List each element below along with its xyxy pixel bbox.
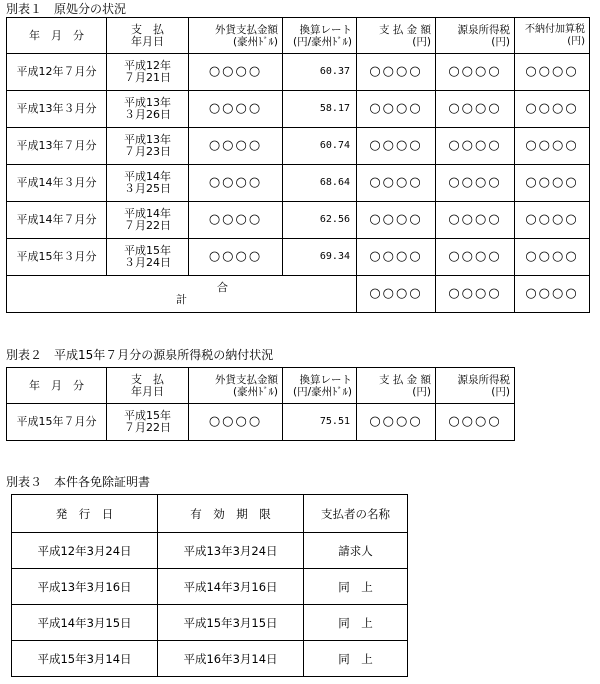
exemption-certificate-table bbox=[11, 494, 408, 677]
table-row bbox=[7, 91, 590, 128]
cell-foreign-amount: ○○○○ bbox=[189, 54, 283, 91]
cell-withholding-tax: ○○○○ bbox=[436, 128, 515, 165]
cell-period: 平成13年３月分 bbox=[7, 91, 107, 128]
cell-payment-date: 平成14年 ３月25日 bbox=[107, 165, 189, 202]
header-payment-amount: 支 払 金 額 (円) bbox=[357, 368, 436, 404]
cell-payment-amount: ○○○○ bbox=[357, 128, 436, 165]
cell-period: 平成15年３月分 bbox=[7, 239, 107, 276]
header-period: 年 月 分 bbox=[7, 18, 107, 54]
cell-payer-name: 同 上 bbox=[304, 641, 408, 677]
cell-withholding-tax: ○○○○ bbox=[436, 165, 515, 202]
header-payment-date: 支 払 年月日 bbox=[107, 18, 189, 54]
table-row bbox=[7, 165, 590, 202]
cell-withholding-tax: ○○○○ bbox=[436, 239, 515, 276]
cell-payment-amount: ○○○○ bbox=[357, 404, 436, 441]
cell-exchange-rate: 75.51 bbox=[283, 404, 357, 441]
cell-exchange-rate: 69.34 bbox=[283, 239, 357, 276]
cell-period: 平成14年３月分 bbox=[7, 165, 107, 202]
cell-issue-date: 平成12年3月24日 bbox=[12, 533, 158, 569]
cell-payment-amount: ○○○○ bbox=[357, 202, 436, 239]
cell-exchange-rate: 60.74 bbox=[283, 128, 357, 165]
cell-payment-date: 平成15年 ３月24日 bbox=[107, 239, 189, 276]
header-withholding-tax: 源泉所得税 (円) bbox=[436, 368, 515, 404]
header-foreign-amount: 外貨支払金額 (豪州ﾄﾞﾙ) bbox=[189, 18, 283, 54]
cell-payer-name: 請求人 bbox=[304, 533, 408, 569]
cell-payment-amount: ○○○○ bbox=[357, 239, 436, 276]
cell-payment-date: 平成14年 ７月22日 bbox=[107, 202, 189, 239]
total-penalty: ○○○○ bbox=[515, 276, 590, 313]
header-foreign-amount: 外貨支払金額 (豪州ﾄﾞﾙ) bbox=[189, 368, 283, 404]
cell-foreign-amount: ○○○○ bbox=[189, 128, 283, 165]
cell-validity: 平成13年3月24日 bbox=[158, 533, 304, 569]
total-label: 合計 bbox=[7, 276, 357, 313]
cell-foreign-amount: ○○○○ bbox=[189, 91, 283, 128]
cell-validity: 平成15年3月15日 bbox=[158, 605, 304, 641]
cell-penalty-tax: ○○○○ bbox=[515, 239, 590, 276]
total-amount: ○○○○ bbox=[357, 276, 436, 313]
cell-payment-amount: ○○○○ bbox=[357, 165, 436, 202]
header-issue-date: 発 行 日 bbox=[12, 495, 158, 533]
table-row bbox=[12, 641, 408, 677]
cell-penalty-tax: ○○○○ bbox=[515, 54, 590, 91]
cell-exchange-rate: 58.17 bbox=[283, 91, 357, 128]
cell-foreign-amount: ○○○○ bbox=[189, 165, 283, 202]
cell-exchange-rate: 62.56 bbox=[283, 202, 357, 239]
table-header-row bbox=[7, 18, 590, 54]
header-validity: 有 効 期 限 bbox=[158, 495, 304, 533]
table-row bbox=[7, 404, 515, 441]
header-payment-amount: 支 払 金 額 (円) bbox=[357, 18, 436, 54]
header-withholding-tax: 源泉所得税 (円) bbox=[436, 18, 515, 54]
table-row bbox=[7, 202, 590, 239]
cell-validity: 平成16年3月14日 bbox=[158, 641, 304, 677]
cell-withholding-tax: ○○○○ bbox=[436, 202, 515, 239]
cell-payer-name: 同 上 bbox=[304, 569, 408, 605]
cell-issue-date: 平成13年3月16日 bbox=[12, 569, 158, 605]
table-row bbox=[7, 54, 590, 91]
cell-payment-amount: ○○○○ bbox=[357, 91, 436, 128]
cell-payment-date: 平成15年 ７月22日 bbox=[107, 404, 189, 441]
cell-payment-date: 平成13年 ７月23日 bbox=[107, 128, 189, 165]
table-header-row bbox=[7, 368, 515, 404]
original-disposition-table bbox=[6, 17, 590, 313]
cell-penalty-tax: ○○○○ bbox=[515, 128, 590, 165]
cell-issue-date: 平成15年3月14日 bbox=[12, 641, 158, 677]
payment-status-table bbox=[6, 367, 515, 441]
cell-period: 平成12年７月分 bbox=[7, 54, 107, 91]
cell-penalty-tax: ○○○○ bbox=[515, 91, 590, 128]
table2-title: 別表２ 平成15年７月分の源泉所得税の納付状況 bbox=[6, 348, 274, 362]
table-row bbox=[12, 569, 408, 605]
header-payer-name: 支払者の名称 bbox=[304, 495, 408, 533]
cell-penalty-tax: ○○○○ bbox=[515, 202, 590, 239]
cell-payment-date: 平成13年 ３月26日 bbox=[107, 91, 189, 128]
header-penalty-tax: 不納付加算税 (円) bbox=[515, 18, 590, 54]
cell-validity: 平成14年3月16日 bbox=[158, 569, 304, 605]
cell-withholding-tax: ○○○○ bbox=[436, 91, 515, 128]
cell-payment-amount: ○○○○ bbox=[357, 54, 436, 91]
cell-payment-date: 平成12年 ７月21日 bbox=[107, 54, 189, 91]
cell-exchange-rate: 68.64 bbox=[283, 165, 357, 202]
table1-title: 別表１ 原処分の状況 bbox=[6, 2, 127, 16]
header-period: 年 月 分 bbox=[7, 368, 107, 404]
table-row bbox=[12, 533, 408, 569]
cell-payer-name: 同 上 bbox=[304, 605, 408, 641]
total-tax: ○○○○ bbox=[436, 276, 515, 313]
cell-foreign-amount: ○○○○ bbox=[189, 404, 283, 441]
cell-withholding-tax: ○○○○ bbox=[436, 404, 515, 441]
cell-issue-date: 平成14年3月15日 bbox=[12, 605, 158, 641]
header-exchange-rate: 換算レート (円/豪州ﾄﾞﾙ) bbox=[283, 18, 357, 54]
table-row bbox=[12, 605, 408, 641]
cell-exchange-rate: 60.37 bbox=[283, 54, 357, 91]
cell-period: 平成15年７月分 bbox=[7, 404, 107, 441]
header-exchange-rate: 換算レート (円/豪州ﾄﾞﾙ) bbox=[283, 368, 357, 404]
cell-foreign-amount: ○○○○ bbox=[189, 239, 283, 276]
cell-penalty-tax: ○○○○ bbox=[515, 165, 590, 202]
cell-foreign-amount: ○○○○ bbox=[189, 202, 283, 239]
table-total-row bbox=[7, 276, 590, 313]
table-header-row bbox=[12, 495, 408, 533]
cell-period: 平成14年７月分 bbox=[7, 202, 107, 239]
table-row bbox=[7, 239, 590, 276]
table-row bbox=[7, 128, 590, 165]
table3-title: 別表３ 本件各免除証明書 bbox=[6, 475, 151, 489]
cell-period: 平成13年７月分 bbox=[7, 128, 107, 165]
cell-withholding-tax: ○○○○ bbox=[436, 54, 515, 91]
header-payment-date: 支 払 年月日 bbox=[107, 368, 189, 404]
